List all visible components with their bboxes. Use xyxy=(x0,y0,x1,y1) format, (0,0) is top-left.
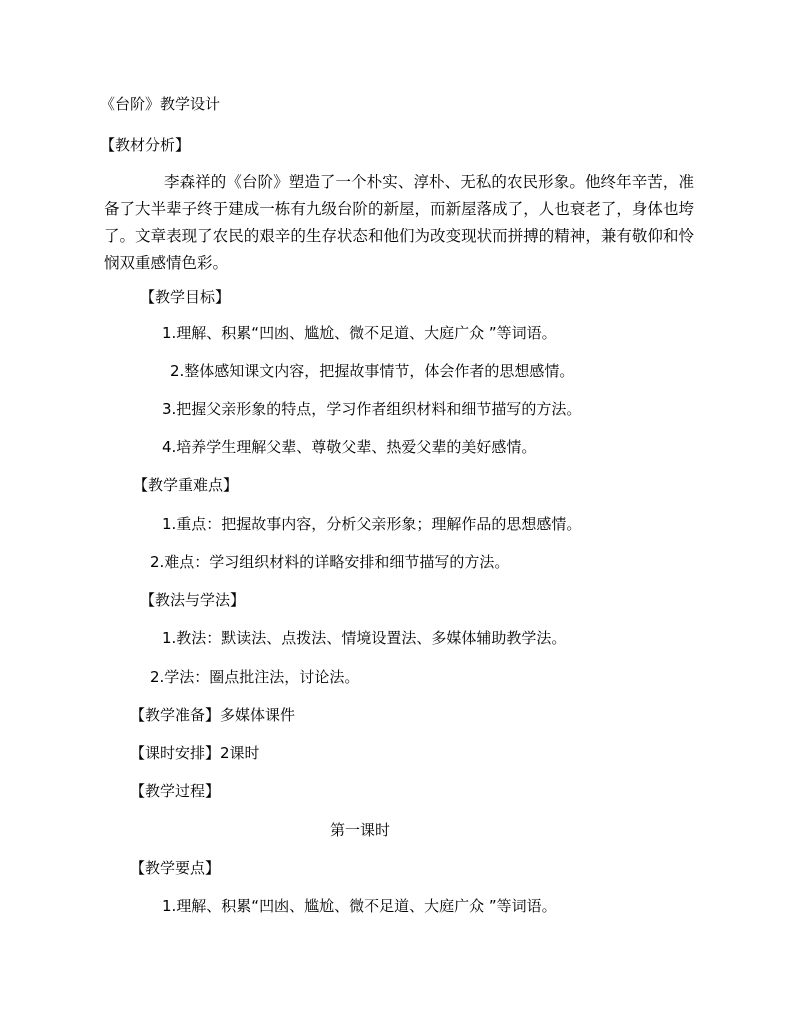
method-item: 2.学法：圈点批注法，讨论法。 xyxy=(150,668,360,686)
goal-item: 4.培养学生理解父辈、尊敬父辈、热爱父辈的美好感情。 xyxy=(162,438,537,456)
document-title: 《台阶》教学设计 xyxy=(100,95,221,113)
section-heading-textbook-analysis: 【教材分析】 xyxy=(100,136,191,154)
lesson-point-item: 1.理解、积累“凹凼、尴尬、微不足道、大庭广众 ”等词语。 xyxy=(162,897,557,915)
section-preparation: 【教学准备】多媒体课件 xyxy=(130,706,296,724)
section-heading-key-points: 【教学重难点】 xyxy=(133,476,239,494)
goal-item: 3.把握父亲形象的特点，学习作者组织材料和细节描写的方法。 xyxy=(162,400,582,418)
textbook-analysis-paragraph: 李森祥的《台阶》塑造了一个朴实、淳朴、无私的农民形象。他终年辛苦，准备了大半辈子终于建成一栋有九级台阶的新屋，而新屋落成了，人也衰老了，身体也垮了。文章表现了农民的艰辛的生存状态和他们为改变现状而拼搏的精神，兼有敬仰和怜悯双重感情色彩。 xyxy=(104,173,694,272)
section-schedule: 【课时安排】2课时 xyxy=(130,744,260,762)
section-heading-process: 【教学过程】 xyxy=(130,782,221,800)
key-point-item: 2.难点：学习组织材料的详略安排和细节描写的方法。 xyxy=(150,553,510,571)
key-point-item: 1.重点：把握故事内容，分析父亲形象；理解作品的思想感情。 xyxy=(162,515,582,533)
goal-item: 2.整体感知课文内容，把握故事情节，体会作者的思想感情。 xyxy=(170,362,575,380)
section-heading-lesson-points: 【教学要点】 xyxy=(130,859,221,877)
goal-item: 1.理解、积累“凹凼、尴尬、微不足道、大庭广众 ”等词语。 xyxy=(162,324,557,342)
method-item: 1.教法：默读法、点拨法、情境设置法、多媒体辅助教学法。 xyxy=(162,629,567,647)
section-heading-methods: 【教法与学法】 xyxy=(140,591,246,609)
lesson-title: 第一课时 xyxy=(330,821,391,839)
section-heading-teaching-goals: 【教学目标】 xyxy=(140,288,231,306)
